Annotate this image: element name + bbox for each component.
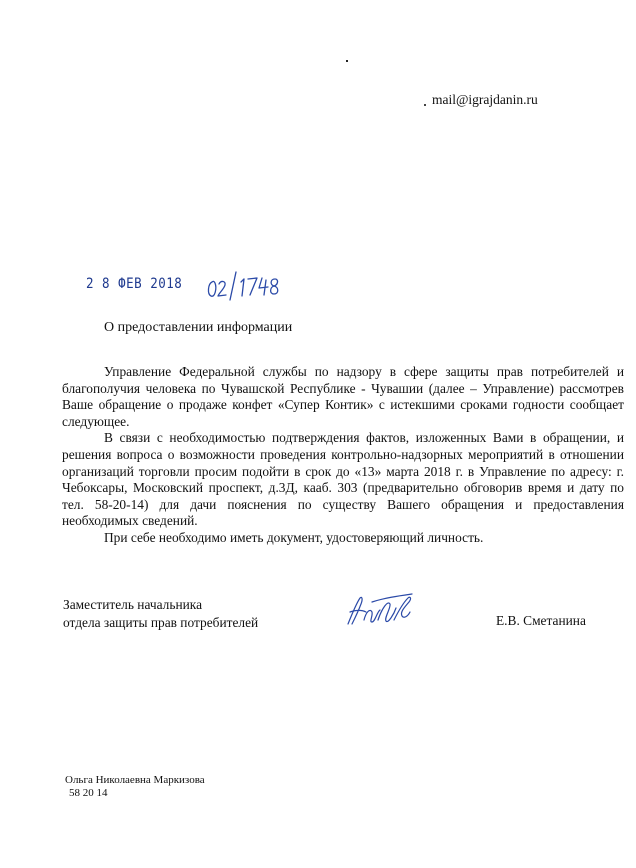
body-paragraph: Управление Федеральной службы по надзору в сфере защиты прав потребителей и благополучия человека по Чувашской Республике - Чувашии (далее – Управление) рассмотрев Ваше обращение о продаже конфет «Супер Контик» с истекшими сроками годности сообщает следующее. [62, 364, 624, 429]
signatory-position-line: Заместитель начальника [63, 597, 203, 612]
scan-speck [346, 60, 348, 62]
body-paragraph: При себе необходимо иметь документ, удостоверяющий личность. [104, 529, 484, 545]
signatory-name: Е.В. Сметанина [496, 613, 586, 628]
handwritten-signature [342, 590, 416, 630]
registration-number-handwritten [204, 268, 284, 302]
signatory-position-line: отдела защиты прав потребителей [63, 615, 259, 630]
header-email: mail@igrajdanin.ru [432, 92, 538, 107]
scan-speck [424, 104, 426, 106]
letter-subject: О предоставлении информации [104, 320, 293, 335]
letter-body [62, 364, 624, 547]
executor-info [65, 774, 205, 800]
executor-name: Ольга Николаевна Маркизова [65, 774, 205, 786]
signatory-position [63, 596, 258, 632]
body-paragraph: В связи с необходимостью подтверждения фактов, изложенных Вами в обращении, и решения вопроса о возможности проведения контрольно-надзорных мероприятий в отношении организаций торговли просим подойти в срок до «13» марта 2018 г. в Управление по адресу: г. Чебоксары, Московский проспект, д.3Д, кааб. 303 (предварительно обговорив время и дату по тел. 58-20-14) для дачи пояснения по существу Вашего обращения и предоставления необходимых сведений. [62, 430, 624, 529]
registration-date-stamp: 2 8 ФЕВ 2018 [86, 274, 183, 292]
executor-phone: 58 20 14 [69, 787, 108, 799]
